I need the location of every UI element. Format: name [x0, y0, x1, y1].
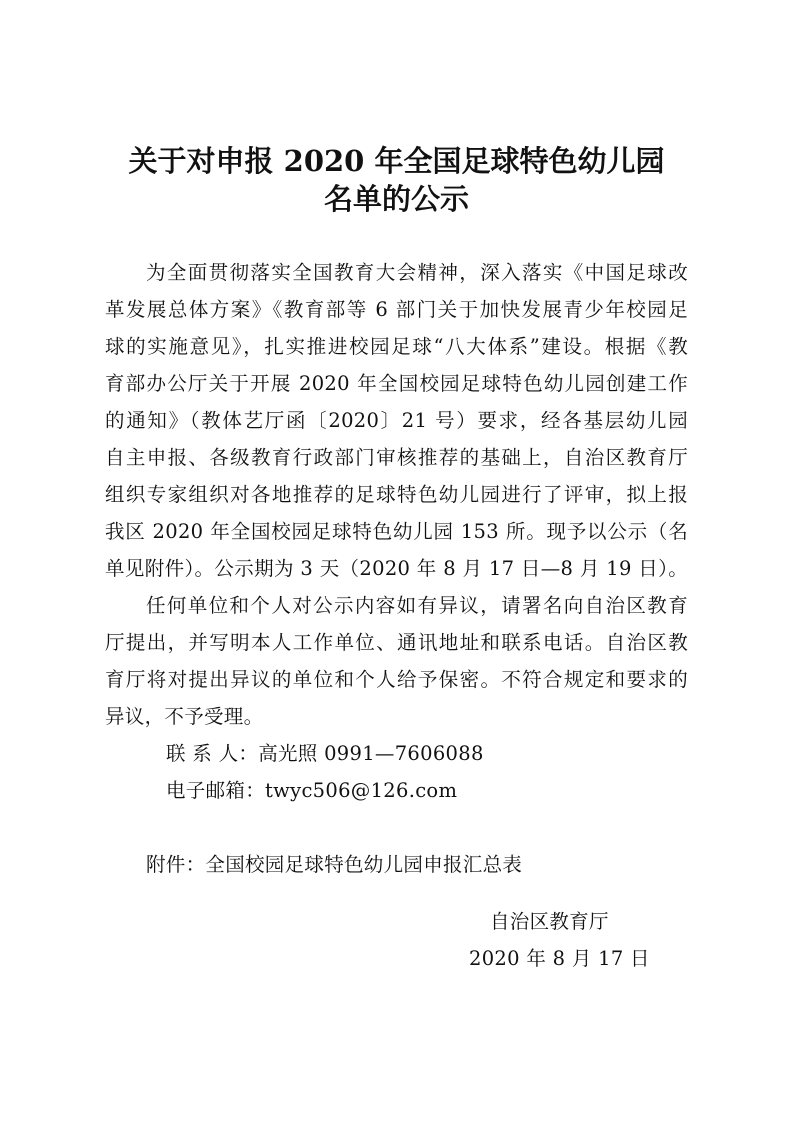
paragraph-1-line: 球的实施意见》，扎实推进校园足球“八大体系”建设。根据《教 — [105, 335, 688, 358]
paragraph-2-line: 厅提出，并写明本人工作单位、通讯地址和联系电话。自治区教 — [105, 631, 688, 654]
paragraph-1-line: 革发展总体方案》《教育部等 6 部门关于加快发展青少年校园足 — [105, 298, 688, 321]
paragraph-2-line: 任何单位和个人对公示内容如有异议，请署名向自治区教育 — [146, 594, 688, 617]
attachment-note: 附件：全国校园足球特色幼儿园申报汇总表 — [146, 853, 523, 876]
document-title-line-1: 关于对申报 2020 年全国足球特色幼儿园 — [128, 144, 665, 178]
paragraph-1-line: 为全面贯彻落实全国教育大会精神，深入落实《中国足球改 — [146, 261, 688, 284]
paragraph-1-line: 的通知》（教体艺厅函〔2020〕21 号）要求，经各基层幼儿园 — [105, 409, 688, 432]
paragraph-2-line: 异议，不予受理。 — [105, 705, 264, 728]
paragraph-2-line: 育厅将对提出异议的单位和个人给予保密。不符合规定和要求的 — [105, 668, 688, 691]
paragraph-1-line: 育部办公厅关于开展 2020 年全国校园足球特色幼儿园创建工作 — [105, 372, 688, 395]
signature-date: 2020 年 8 月 17 日 — [469, 947, 650, 970]
paragraph-1-line: 我区 2020 年全国校园足球特色幼儿园 153 所。现予以公示（名 — [105, 520, 688, 543]
paragraph-1-line: 自主申报、各级教育行政部门审核推荐的基础上，自治区教育厅 — [105, 446, 688, 469]
paragraph-1-line: 单见附件）。公示期为 3 天（2020 年 8 月 17 日—8 月 19 日）。 — [105, 557, 688, 580]
paragraph-1-line: 组织专家组织对各地推荐的足球特色幼儿园进行了评审，拟上报 — [105, 483, 688, 506]
contact-email: 电子邮箱：twyc506@126.com — [166, 779, 458, 802]
document-title-line-2: 名单的公示 — [323, 182, 469, 216]
signature-organization: 自治区教育厅 — [490, 910, 609, 933]
contact-person: 联 系 人：高光照 0991—7606088 — [166, 742, 484, 765]
